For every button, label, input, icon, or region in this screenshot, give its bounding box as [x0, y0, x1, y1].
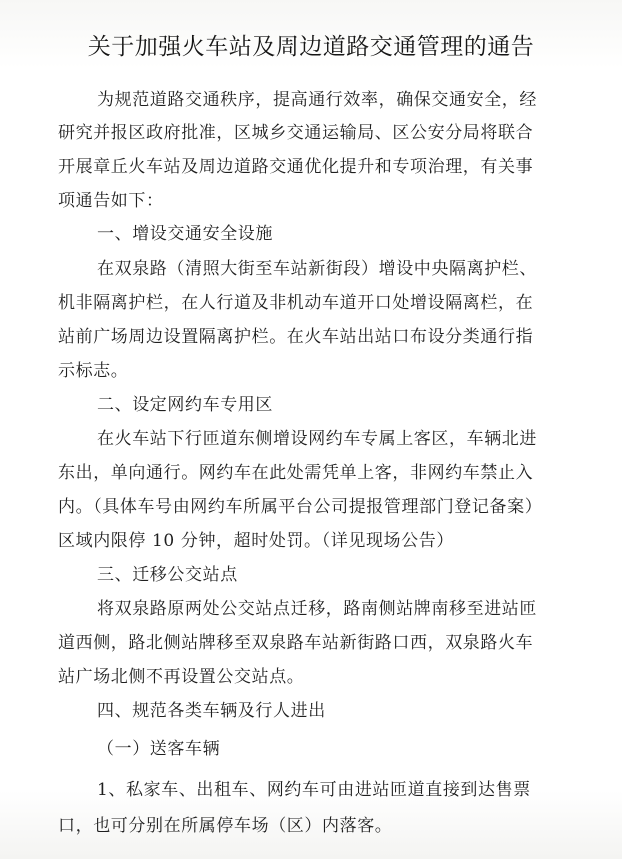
- text-line: 示标志。: [58, 361, 129, 381]
- text-line: 项通告如下：: [58, 191, 164, 211]
- text-line: 道西侧，路北侧站牌移至双泉路车站新街路口西，双泉路火车: [58, 633, 534, 653]
- text-line: 区域内限停 10 分钟，超时处罚。（详见现场公告）: [58, 531, 454, 551]
- section-heading-4: 四、规范各类车辆及行人进出: [97, 701, 326, 721]
- text-line: 站广场北侧不再设置公交站点。: [58, 667, 305, 687]
- text-line: 东出，单向通行。网约车在此处需凭单上客，非网约车禁止入: [58, 463, 534, 483]
- text-line: 研究并报区政府批准，区城乡交通运输局、区公安分局将联合: [58, 123, 534, 143]
- section-heading-3: 三、迁移公交站点: [97, 565, 238, 585]
- text-line: 内。（具体车号由网约车所属平台公司提报管理部门登记备案）: [58, 497, 543, 517]
- text-line: 1、私家车、出租车、网约车可由进站匝道直接到达售票: [97, 780, 531, 800]
- text-line: 开展章丘火车站及周边道路交通优化提升和专项治理，有关事: [58, 157, 534, 177]
- subsection-heading: （一）送客车辆: [97, 739, 221, 759]
- text-line: 为规范道路交通秩序，提高通行效率，确保交通安全，经: [97, 90, 537, 110]
- text-line: 在火车站下行匝道东侧增设网约车专属上客区，车辆北进: [97, 429, 537, 449]
- document-title: 关于加强火车站及周边道路交通管理的通告: [87, 34, 535, 60]
- text-line: 站前广场周边设置隔离护栏。在火车站出站口布设分类通行指: [58, 327, 534, 347]
- text-line: 机非隔离护栏，在人行道及非机动车道开口处增设隔离栏，在: [58, 293, 534, 313]
- text-line: 在双泉路（清照大街至车站新街段）增设中央隔离护栏、: [97, 259, 537, 279]
- section-heading-1: 一、增设交通安全设施: [97, 224, 273, 244]
- text-line: 口，也可分别在所属停车场（区）内落客。: [58, 816, 393, 836]
- section-heading-2: 二、设定网约车专用区: [97, 395, 273, 415]
- text-line: 将双泉路原两处公交站点迁移，路南侧站牌南移至进站匝: [97, 599, 537, 619]
